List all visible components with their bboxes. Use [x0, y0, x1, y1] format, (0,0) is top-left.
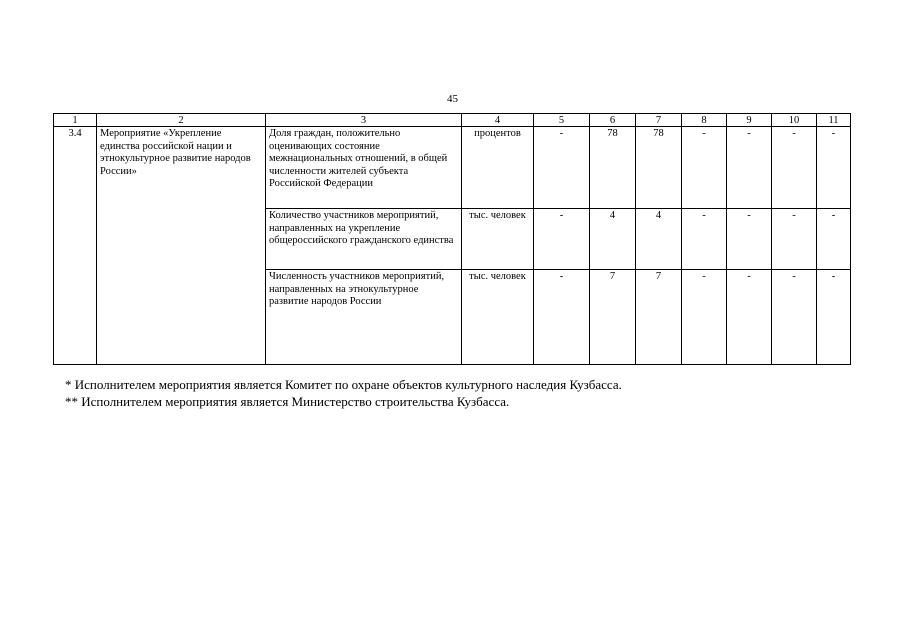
column-header: 7	[636, 114, 682, 127]
indicator-name: Количество участников мероприятий, направленных на укрепление общероссийского гражданского единства	[266, 209, 462, 270]
indicator-value: -	[534, 127, 590, 209]
footnote: * Исполнителем мероприятия является Комитет по охране объектов культурного наследия Кузбасса.	[65, 377, 622, 392]
page-number: 45	[447, 93, 458, 105]
column-header: 5	[534, 114, 590, 127]
indicator-value: -	[682, 270, 727, 365]
indicator-value: -	[682, 209, 727, 270]
indicator-unit: процентов	[462, 127, 534, 209]
indicator-value: 4	[590, 209, 636, 270]
indicator-value: -	[817, 127, 851, 209]
indicator-value: 7	[590, 270, 636, 365]
indicator-value: -	[817, 209, 851, 270]
footnote: ** Исполнителем мероприятия является Министерство строительства Кузбасса.	[65, 394, 510, 409]
indicator-value: -	[727, 270, 772, 365]
indicator-value: -	[682, 127, 727, 209]
column-header: 3	[266, 114, 462, 127]
indicator-value: 78	[590, 127, 636, 209]
indicator-name: Численность участников мероприятий, направленных на этнокультурное развитие народов России	[266, 270, 462, 365]
column-header: 4	[462, 114, 534, 127]
indicator-value: 4	[636, 209, 682, 270]
column-header: 1	[54, 114, 97, 127]
table-header-row	[54, 114, 851, 127]
indicator-value: -	[772, 270, 817, 365]
indicator-value: -	[817, 270, 851, 365]
program-indicators-table	[53, 113, 851, 365]
column-header: 11	[817, 114, 851, 127]
footnotes	[65, 376, 865, 410]
indicator-value: -	[727, 127, 772, 209]
indicator-unit: тыс. человек	[462, 209, 534, 270]
indicator-value: 7	[636, 270, 682, 365]
column-header: 2	[97, 114, 266, 127]
indicator-name: Доля граждан, положительно оценивающих состояние межнациональных отношений, в общей численности жителей субъекта Российской Федерации	[266, 127, 462, 209]
row-number: 3.4	[54, 127, 97, 365]
column-header: 6	[590, 114, 636, 127]
indicator-unit: тыс. человек	[462, 270, 534, 365]
indicator-value: -	[727, 209, 772, 270]
column-header: 8	[682, 114, 727, 127]
column-header: 10	[772, 114, 817, 127]
column-header: 9	[727, 114, 772, 127]
event-name: Мероприятие «Укрепление единства российской нации и этнокультурное развитие народов России»	[97, 127, 266, 365]
indicator-value: -	[534, 270, 590, 365]
indicator-value: 78	[636, 127, 682, 209]
table-row	[54, 127, 851, 209]
indicator-value: -	[772, 209, 817, 270]
indicator-value: -	[534, 209, 590, 270]
indicator-value: -	[772, 127, 817, 209]
